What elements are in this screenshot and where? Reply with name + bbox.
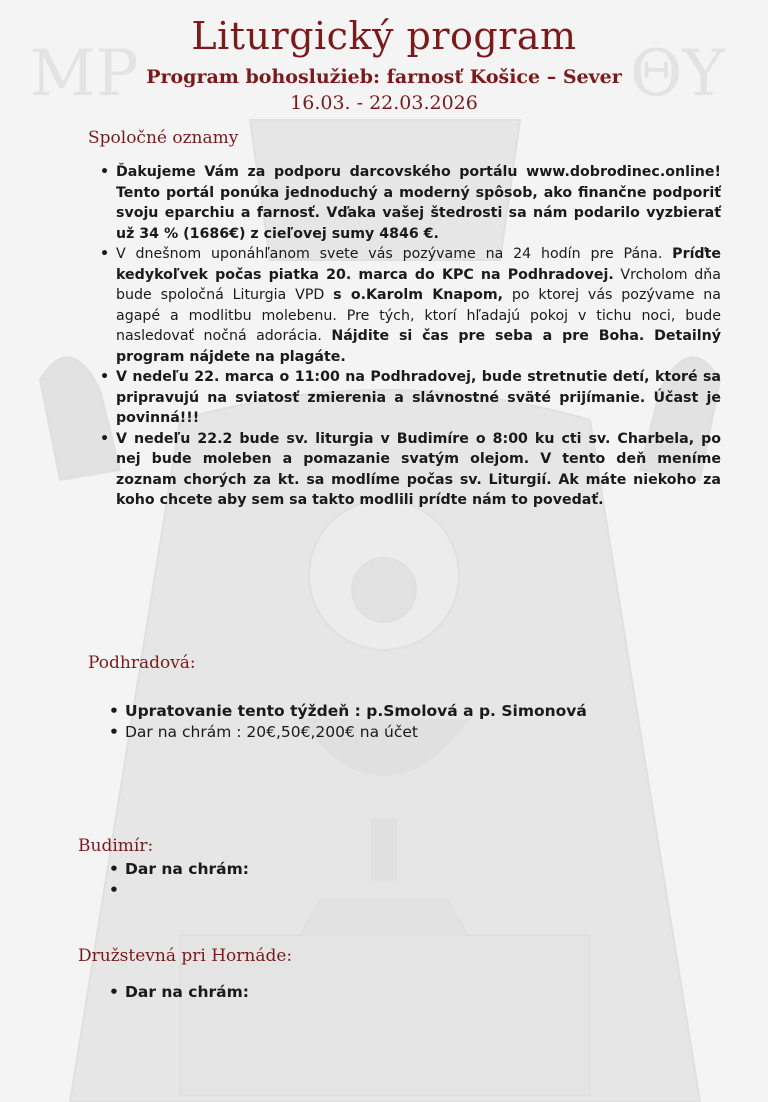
announcement-text: V nedeľu 22.2 bude sv. liturgia v Budimíre o 8:00 ku cti sv. Charbela, po nej bude moleben a pomazanie svatým olejom. V tento deň meníme zoznam chorých za kt. sa modlíme počas sv. Liturgií. Ak máte niekoho za koho chcete aby sem sa takto modlili prídte nám to povedať. <box>116 430 721 508</box>
page-subtitle: Program bohoslužieb: farnosť Košice – Sever <box>146 66 622 88</box>
list-item: • Dar na chrám: <box>125 982 685 1003</box>
budimir-list <box>125 859 685 901</box>
announcement-text: Ďakujeme Vám za podporu darcovského portálu www.dobrodinec.online! Tento portál ponúka jednoduchý a moderný spôsob, ako finančne podporiť svoju eparchiu a farnosť. Vďaka vašej štedrosti sa nám podarilo vyzbierať už 34 % (1686€) z cieľovej sumy 4846 €. <box>116 164 721 242</box>
announcement-text: V dnešnom uponáhľanom svete vás pozývame na 24 hodín pre Pána. <box>116 246 673 262</box>
list-item: • Dar na chrám: <box>125 859 685 880</box>
date-range: 16.03. - 22.03.2026 <box>290 92 478 114</box>
announcement-text: s o.Karolm Knapom, <box>333 287 504 303</box>
podhradova-list <box>125 701 685 743</box>
list-item: • Dar na chrám : 20€,50€,200€ na účet <box>125 722 685 743</box>
svg-text:ΜΡ: ΜΡ <box>30 37 139 111</box>
announcement-text: Vrcholom dňa bude spoločná Liturgia VPD <box>116 266 721 303</box>
announcements-heading: Spoločné oznamy <box>88 128 239 148</box>
announcement-text: Príďte kedykoľvek počas piatka 20. marca do KPC na Podhradovej. <box>116 246 721 283</box>
podhradova-heading: Podhradová: <box>88 653 196 673</box>
druzstevna-heading: Družstevná pri Hornáde: <box>78 946 293 966</box>
list-item <box>116 429 721 511</box>
budimir-heading: Budimír: <box>78 836 154 856</box>
list-item <box>116 162 721 244</box>
announcement-text: po ktorej vás pozývame na agapé a modlitbu molebenu. Pre tých, ktorí hľadajú pokoj v tichu noci, bude nasledovať nočná adorácia. <box>116 287 721 344</box>
list-item <box>116 367 721 429</box>
svg-text:ΘΥ: ΘΥ <box>630 37 725 111</box>
list-item: • Upratovanie tento týždeň : p.Smolová a p. Simonová <box>125 701 685 722</box>
druzstevna-list <box>125 982 685 1003</box>
announcement-text: V nedeľu 22. marca o 11:00 na Podhradovej, bude stretnutie detí, ktoré sa pripravujú na sviatosť zmierenia a slávnostné sväté prijímanie. Účast je povinná!!! <box>116 369 721 426</box>
announcements-list <box>116 162 721 511</box>
announcement-text: Nájdite si čas pre seba a pre Boha. Detailný program nájdete na plagáte. <box>116 328 721 365</box>
list-item <box>125 880 685 901</box>
list-item <box>116 244 721 367</box>
page-title: Liturgický program <box>191 14 577 58</box>
